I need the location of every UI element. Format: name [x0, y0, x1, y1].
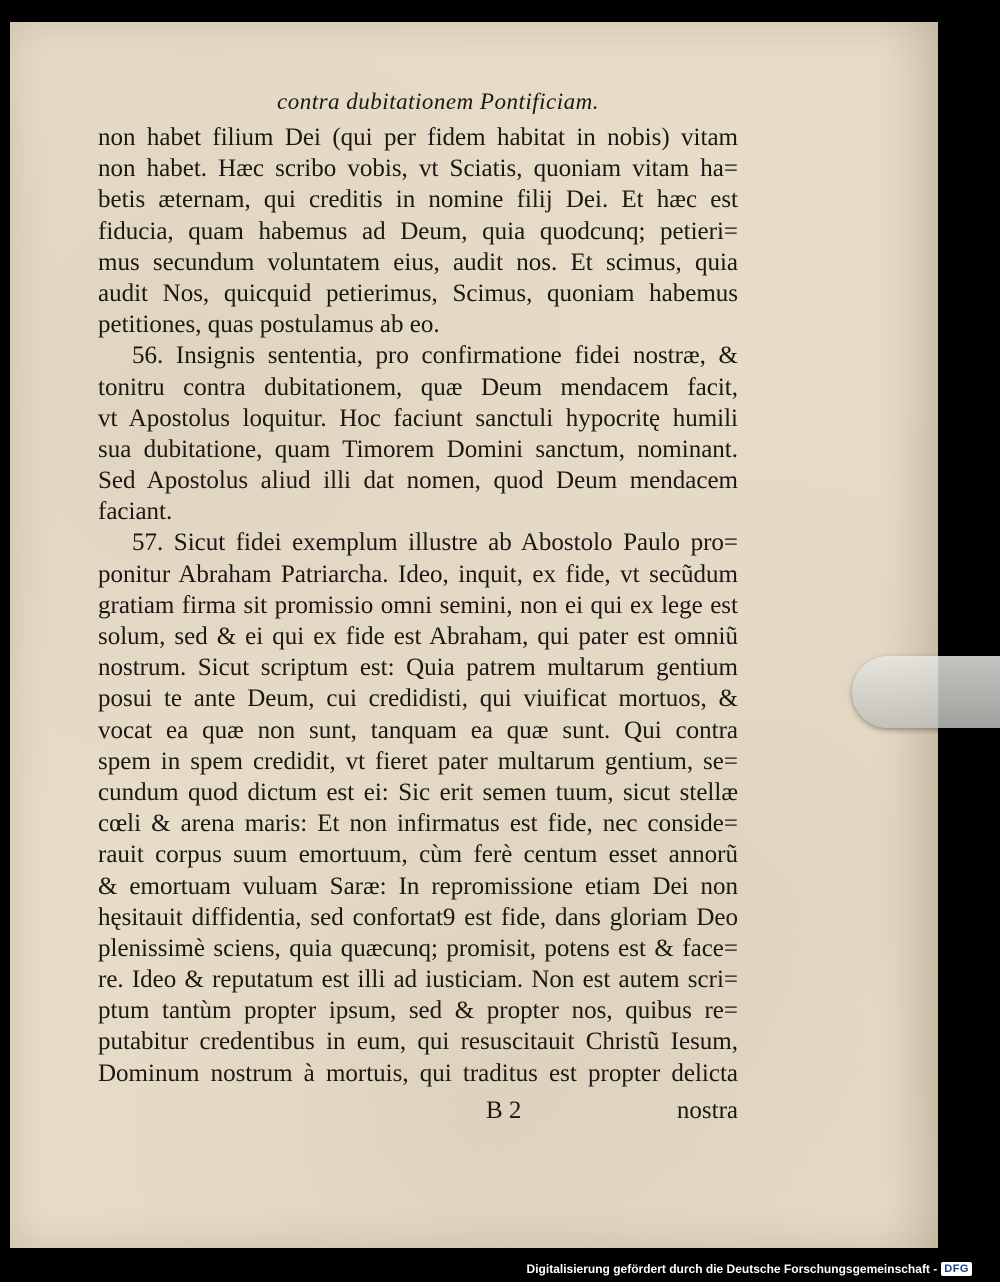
- signature-mark: B 2: [486, 1096, 522, 1124]
- text-line: non habet. Hæc scribo vobis, vt Sciatis, quoniam vitam ha=: [98, 155, 738, 183]
- text-line: plenissimè sciens, quia quæcunq; promisit, potens est & face=: [98, 934, 738, 962]
- text-line: Sed Apostolus aliud illi dat nomen, quod Deum mendacem: [98, 467, 738, 495]
- text-line: putabitur credentibus in eum, qui resuscitauit Christũ Iesum,: [98, 1028, 738, 1056]
- text-line: petitiones, quas postulamus ab eo.: [98, 311, 440, 339]
- paragraph-56-start: 56. Insignis sententia, pro confirmatione fidei nostræ, &: [132, 342, 738, 370]
- paragraph-57-start: 57. Sicut fidei exemplum illustre ab Abostolo Paulo pro=: [132, 529, 738, 557]
- running-head: contra dubitationem Pontificiam.: [277, 89, 599, 114]
- text-line: mus secundum voluntatem eius, audit nos. Et scimus, quia: [98, 248, 738, 276]
- text-line: cundum quod dictum est ei: Sic erit semen tuum, sicut stellæ: [98, 778, 738, 806]
- text-block: [98, 82, 738, 1129]
- text-line: faciant.: [98, 498, 173, 526]
- dfg-logo: DFG: [941, 1262, 972, 1276]
- text-line: nostrum. Sicut scriptum est: Quia patrem multarum gentium: [98, 654, 738, 682]
- page-footer: [98, 1093, 738, 1129]
- text-line: non habet filium Dei (qui per fidem habitat in nobis) vitam: [98, 124, 738, 151]
- text-line: gratiam firma sit promissio omni semini, non ei qui ex lege est: [98, 591, 738, 619]
- text-line: sua dubitatione, quam Timorem Domini sanctum, nominant.: [98, 435, 738, 463]
- text-line: spem in spem credidit, vt fieret pater multarum gentium, se=: [98, 747, 738, 775]
- text-line: re. Ideo & reputatum est illi ad iusticiam. Non est autem scri=: [98, 966, 738, 994]
- text-line: tonitru contra dubitationem, quæ Deum mendacem facit,: [98, 373, 738, 401]
- digitization-attribution: [527, 1262, 972, 1276]
- text-line: audit Nos, quicquid petierimus, Scimus, quoniam habemus: [98, 279, 738, 307]
- attribution-text: Digitalisierung gefördert durch die Deutsche Forschungsgemeinschaft -: [526, 1262, 938, 1276]
- text-line: vocat ea quæ non sunt, tanquam ea quæ sunt. Qui contra: [98, 716, 738, 744]
- book-page: [10, 22, 938, 1248]
- glass-page-weight: [852, 656, 1000, 728]
- text-line: Dominum nostrum à mortuis, qui traditus est propter delicta: [98, 1059, 738, 1087]
- text-line: ptum tantùm propter ipsum, sed & propter nos, quibus re=: [98, 997, 738, 1025]
- text-line: hęsitauit diffidentia, sed confortat9 est fide, dans gloriam Deo: [98, 903, 738, 931]
- catchword: nostra: [676, 1096, 738, 1124]
- text-line: rauit corpus suum emortuum, cùm ferè centum esset annorũ: [98, 841, 738, 869]
- text-line: vt Apostolus loquitur. Hoc faciunt sanctuli hypocritę humili: [98, 404, 738, 432]
- text-line: betis æternam, qui creditis in nomine filij Dei. Et hæc est: [98, 186, 738, 214]
- text-line: posui te ante Deum, cui credidisti, qui viuificat mortuos, &: [98, 685, 738, 713]
- text-line: cœli & arena maris: Et non infirmatus est fide, nec conside=: [98, 810, 738, 838]
- text-line: ponitur Abraham Patriarcha. Ideo, inquit, ex fide, vt secũdum: [98, 560, 738, 588]
- text-line: solum, sed & ei qui ex fide est Abraham, qui pater est omniũ: [98, 623, 738, 650]
- text-line: fiducia, quam habemus ad Deum, quia quodcunq; petieri=: [98, 217, 738, 245]
- text-line: & emortuam vuluam Saræ: In repromissione etiam Dei non: [98, 872, 738, 900]
